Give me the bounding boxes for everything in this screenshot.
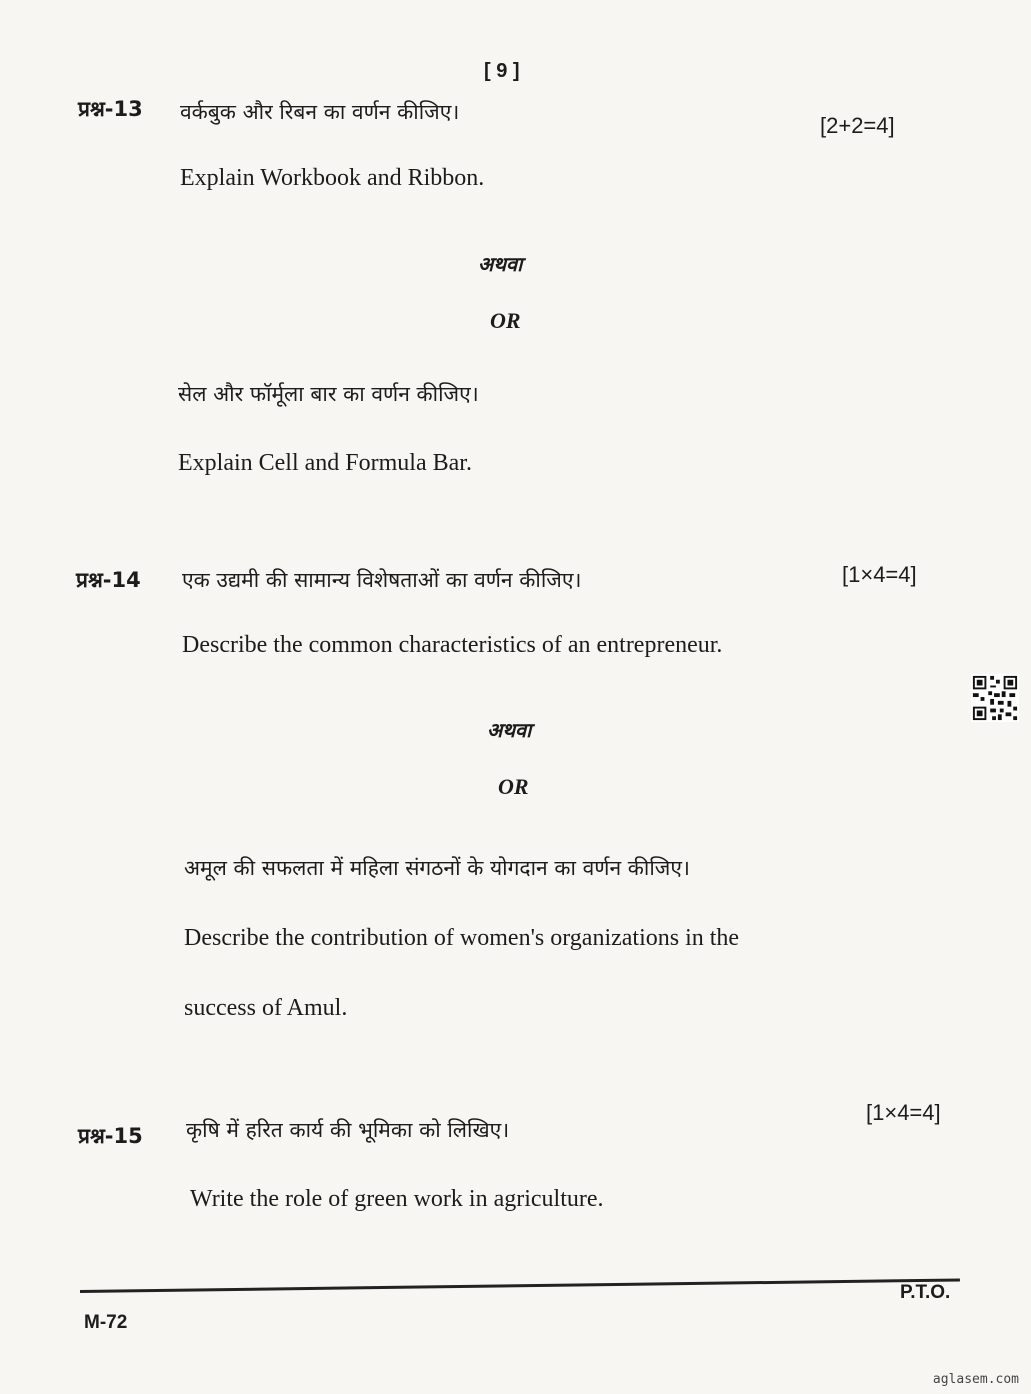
question-13-marks: [2+2=4]: [820, 113, 895, 138]
watermark: aglasem.com: [932, 1372, 1019, 1387]
question-14-hindi: एक उद्यमी की सामान्य विशेषताओं का वर्णन कीजिए।: [182, 568, 582, 592]
question-14-alt-english-line1: Describe the contribution of women's organizations in the: [184, 925, 740, 951]
pto-label: P.T.O.: [900, 1282, 951, 1303]
question-13-alt-hindi: सेल और फॉर्मूला बार का वर्णन कीजिए।: [178, 382, 479, 406]
question-14-or-hindi: अथवा: [487, 718, 532, 742]
question-14-english: Describe the common characteristics of an entrepreneur.: [182, 632, 723, 658]
question-14-alt-english-line2: success of Amul.: [184, 995, 348, 1021]
question-13-english: Explain Workbook and Ribbon.: [180, 165, 485, 191]
question-14-or-english: OR: [498, 774, 529, 799]
footer-rule: [80, 1278, 960, 1293]
question-13-label: प्रश्न-13: [78, 97, 143, 121]
question-15-english: Write the role of green work in agriculture.: [190, 1186, 604, 1212]
question-15-hindi: कृषि में हरित कार्य की भूमिका को लिखिए।: [186, 1118, 510, 1142]
question-14-label: प्रश्न-14: [76, 568, 141, 592]
question-14-marks: [1×4=4]: [842, 562, 917, 587]
question-15-marks: [1×4=4]: [866, 1100, 941, 1125]
page-number: [ 9 ]: [484, 60, 520, 82]
question-13-or-hindi: अथवा: [478, 252, 523, 276]
question-15-label: प्रश्न-15: [78, 1124, 143, 1148]
qr-code-icon: [970, 674, 1020, 722]
exam-code: M-72: [84, 1312, 128, 1333]
question-13-hindi: वर्कबुक और रिबन का वर्णन कीजिए।: [180, 100, 460, 124]
question-14-alt-hindi: अमूल की सफलता में महिला संगठनों के योगदान का वर्णन कीजिए।: [184, 856, 690, 880]
question-13-or-english: OR: [490, 308, 521, 333]
question-13-alt-english: Explain Cell and Formula Bar.: [178, 450, 472, 476]
